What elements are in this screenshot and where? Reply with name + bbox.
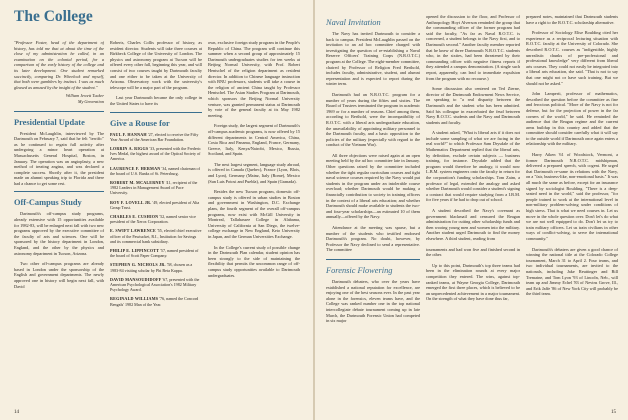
page-title: The College — [14, 8, 93, 25]
left-page — [0, 0, 313, 420]
page-number: 14 — [14, 410, 19, 415]
quote-author: William Jewett Tucker — [65, 93, 104, 99]
paragraph: Dartmouth's off-campus study programs, already extensive with 15 opportunities available for 1982-83, will be enlarged next fall with two new programs approved by the executive committee of the faculty of arts and sciences. One will be sponsored by the history department in London, England, and the other by the physics and astronomy department in Tucson, Arizona. — [14, 211, 104, 256]
award-entry — [110, 248, 202, 258]
paragraph: Dartmouth had an N.R.O.T.C. program for a number of years during the fifties and sixties. The Board of Trustees terminated the program in academic 1969 or for a number of reasons. Chief among them, according to Berthold, were the incompatibility of R.O.T.C. with a liberal arts undergraduate education, the unavailability of appointing military personnel to the Dartmouth faculty, and a basic opposition to the policies of the military (especially with regard to the conduct of the Vietnam War). — [326, 91, 420, 148]
paragraph: prepared notes, maintained that Dartmouth students have a right to the R.O.T.C. scholarship alternative. — [526, 14, 618, 25]
award-text: '33, presented with the Frederic Ives Medal, the highest award of the Optical Society of America. — [110, 145, 201, 162]
award-text: '67, presented with the American Psychological Association's 1982 Military Psychology Award. — [110, 276, 200, 293]
divider — [326, 259, 420, 260]
quote-attribution — [14, 93, 104, 104]
paragraph: A student described the Navy's covenant as government blackmail and censured the Reagan administration for cutting other scholarship funds and then wooing young men and women into the military. Another student urged Dartmouth to find the money elsewhere. A third student, reading from — [426, 208, 520, 241]
paragraph: The Navy has invited Dartmouth to consider a back to campus. President McLaughlin passed on the invitation to an ad hoc committee charged with investigating the question of re-establishing a Naval Reserve Officers' Training Corps (N.R.O.T.C.) program at the College. The eight-member committee, chaired by Professor of Religion Fred Berthold, includes faculty, administrative, student, and alumni representation and is expected to report during the winter term. — [326, 31, 420, 87]
right-column-2 — [426, 14, 520, 408]
right-page — [315, 0, 628, 420]
section-heading-forensic-flowering: Forensic Flowering — [326, 265, 393, 275]
right-column-1 — [326, 14, 420, 408]
page-number: 15 — [611, 410, 616, 415]
award-text: '76, named the Concord Bengals' 1982 Man of the Year. — [110, 296, 199, 307]
award-name: CHARLES E. CUSHION — [110, 213, 159, 219]
award-name: ROY F. LOVELL JR. — [110, 199, 152, 205]
award-entry — [110, 262, 202, 272]
paragraph: Roberts, Charles Collis professor of history, as resident director. Students will take three courses at Birkbeck College of the University of London. The physics and astronomy program at Tucson will be offered every other fall, beginning this year, and will consist of two courses taught by Dartmouth faculty and one either to be taken at the University of Arizona. Observatory work with the university's telescope will be a major part of the program. — [110, 40, 202, 90]
award-entry — [110, 296, 202, 306]
award-text: '41, recipient of the 1982 Leaders in Management Award of Pace University. — [110, 179, 198, 196]
award-entry — [110, 214, 202, 224]
left-column-3 — [208, 40, 300, 408]
paragraph: In the College's current study of possible change in the Dartmouth Plan calendar, student opinion has been strongly to the side of maintaining the flexibility that permits the uncommon range of off-campus study opportunities available to Dartmouth undergraduates. — [208, 244, 300, 278]
award-text: '55, elected chief executive officer of the Pawtucket, R.I., Institution for Savings and its commercial bank subsidiary. — [110, 228, 202, 244]
award-name: ROBERT M. MCALERNEY — [110, 179, 165, 185]
paragraph: All three objections were raised again at an open meeting held by the ad hoc committee late in January. Other questions raised by the committee included whether the tight regular curriculum courses and tight naval science courses required by the Navy would put students in the program under an intolerable course overload; whether Dartmouth would be making a financially contribution to society in training officers in the context of a liberal arts education; and whether Dartmouth should make available to students the two- and four-year scholarships—an estimated 10 of them annually—offered by the Navy. — [326, 152, 420, 220]
award-name: PAUL F. HANNAH — [110, 131, 147, 137]
paragraph: Dartmouth debaters, who over the years have established a national reputation for excellence, are enjoying one of the best seasons ever. In the past year alone in the forensics, eleven teams have, and the College was ranked number one in the top national intercollegiate debate tournament coming up in late March, the Dartmouth Forensic Union had competed in six major — [326, 278, 420, 324]
award-entry — [110, 146, 202, 162]
award-entry — [110, 228, 202, 244]
award-entry — [110, 180, 202, 196]
award-entry — [110, 200, 202, 210]
award-entry — [110, 277, 202, 293]
paragraph: Besides the new Tucson program, domestic off-campus study is offered in urban studies in Boston and government in Washington, D.C. Exchange plans, the fourth segment of the overall off-campus programs, now exist with McGill University in Montreal, Tallahassee College in Alabama, University of California at San Diego, the twelve-college exchange in New England, Keio University in Japan, and the German Universities Exchange. — [208, 189, 300, 239]
divider — [14, 191, 104, 192]
award-text: '27, elected to receive the Fifty Year Award of the American Bar Foundation. — [110, 131, 199, 142]
award-name: DAVID MANSOUDIDOFF — [110, 276, 162, 282]
paragraph: Up to this point, Dartmouth's top three teams had been in the elimination rounds at every major competition they entered. The wins, against top-ranked teams, at Wayne Georgia College, Dartmouth emerged the first three places, which is believed to be an unprecedented achievement in a major tournament. On the strength of what they have done thus far, — [426, 262, 520, 302]
section-heading-give-a-rouse: Give a Rouse for — [110, 118, 170, 128]
award-text: '57, named president of the board of Scott Paper Company. — [110, 247, 199, 259]
award-text: '49, elected president of Alta Group Trust. — [110, 199, 200, 210]
paragraph: Two other off-campus programs are already based in London under the sponsorship of the English and government departments. The newly approved one in history will begin next fall, with David — [14, 261, 104, 289]
divider — [110, 112, 202, 113]
quote-source: My Generation — [77, 98, 104, 104]
left-column-2 — [110, 40, 202, 408]
paragraph: Harry Aiken '61 of Woodstock, Vermont, a former Dartmouth N.R.O.T.C. midshipman, delivered a prepared speech, with cogent. He urged that Dartmouth re-same its relations with the Navy, on a "fair, business-like, non-emotional basis." It was all much the same as before, except for an insurance signed by sociologist Boulding. "There is a deep-seated need in the world," said the professor, "for people trained to work at the international level in non-military problem-solving under conditions of high stress. That is what we need courses in. Let us move in the whole question over. Don't let's do what we are not well equipped to do. Don't let us try to train military officers. Let us train civilians in other ways of conflict-solving, to serve the international community." — [526, 152, 618, 241]
paragraph: Dartmouth's debaters are given a good chance of winning the national title at the Colorado College tournament, March 31 to April 2. Four teams, and two individual tournaments, are invited to the nationals, including Jake Reuttinger and Bill Tremaine, and Tom Lyon '93 of Lincoln, Neb., will team up and Jimmy Echel '83 of Nevins Grove, Ill., and Erik Jaffe '86 of New York City will probably be the third team. — [526, 246, 618, 297]
award-name: REGINALD WILLIAMS — [110, 296, 159, 302]
paragraph: John Lamperti, professor of mathematics, described the question before the committee as fine and ferocious political. "More of the Navy is not for defense, but for the projection of power in the far corners of the world," he said. He reminded the audience that the Reagan regime and the current arms buildup in this country and added that the committee should consider carefully what it will say to the outside world if Dartmouth once again enters a relationship with the military. — [526, 91, 618, 147]
right-column-3 — [526, 14, 618, 408]
paragraph: Some discussion also centered on Ted Zierne, director of the Dartmouth Endowment News Service, on speaking to "a real disparity between the Dartmouth and the student who has been admitted. Said his colleague in exacerbated the feud between Navy R.O.T.C. students and the Navy and Dartmouth students and faculty. — [426, 86, 520, 125]
paragraph: tournaments and had won five and finished second in the other. — [426, 246, 520, 258]
award-name: STEPHEN G. NICHOLS JR. — [110, 262, 166, 268]
paragraph: Foreign study, the largest segment of Dartmouth's off-campus academic programs, is now offered by 15 different departments in Central America, China, Costa Rica and Panama, England, France, Germany, Greece, Italy, Kenya/Nairobi, Mexico, Russia, Scotland, and Spain. — [208, 123, 300, 157]
section-heading-naval-invitation: Naval Invitation — [326, 18, 381, 27]
award-name: LAURENCE F. HERMAN — [110, 165, 161, 171]
paragraph: Last year Dartmouth became the only college in the United States to have its — [110, 95, 202, 106]
award-name: E. SWIFT LAWRENCE — [110, 228, 156, 234]
award-entry — [110, 166, 202, 176]
award-text: '58, chosen as a 1983-84 visiting scholar by Phi Beta Kappa. — [110, 262, 193, 273]
section-heading-presidential-update: Presidential Update — [14, 117, 85, 127]
award-name: LORRIN A. RIGGS — [110, 145, 149, 151]
award-entry — [110, 132, 202, 142]
paragraph: President McLaughlin, interviewed by The Dartmouth on February 7, said that he felt "terrific" as he continued to regain full activity after undergoing a minor heart operation at Massachusetts General Hospital, Boston, in January. The operation was an angioplasty, a new method of treating angina, and was declared a complete success. Shortly after it, the president made an alumni speaking trip to Florida and there had a chance to get some rest. — [14, 130, 104, 186]
award-text: '52, named senior vice president of the Xerox Corporation. — [110, 213, 197, 225]
award-name: PHILIP E. LIPPINCOTT — [110, 247, 160, 253]
paragraph: Professor of Sociology Elise Boulding cited her experience as a reciprocal lecturing situation with R.O.T.C. faculty at the University of Colorado. She described R.O.T.C. courses as "indigestible, highly unrealistic chunks of pre-professional and professional knowledge" very different from liberal arts courses. They could not easily be integrated into a liberal arts education, she said. "That is not to say that one might not or have such training. But we should not be asked." — [526, 30, 618, 86]
paragraph: Attendance at the meeting was sparse, but a number of the students who testified endorsed Dartmouth's program. No doubt, however, by Professor the Navy declined to send a representative. The committee — [326, 225, 420, 253]
intro-quote: "Professor Foster, head of the department of history, has told me that at about the time of the close of my administration he called, in an examination on the colonial period, for a comparison of the early history of the college and its later development. One student remarked succinctly, comparing Dr. Wheelock and myself, that both were gamblers by instinct. I was as much gleased as amused by the insight of the student." — [14, 40, 104, 90]
paragraph: opened the discussion to the floor, and Professor of Anthropology Hoyt Alverson reminded the group that the commanding officer of the former program had said the faculty, "As far as Naval R.O.T.C. is concerned, a student belongs to the Navy first, and to Dartmouth second." Another faculty member reported that he knew of three Dartmouth N.R.O.T.C. students who, in the sixties, had been threatened by their commanding officer with negative fitness reports if they attended a campus demonstration. (A single such report, apparently, can lead to immediate expulsion from the program with no recourse.) — [426, 14, 520, 81]
award-text: '34, named chairman of the board of U.S. Banks of St. Petersburg. — [110, 165, 200, 176]
left-column-1 — [14, 40, 104, 408]
award-list — [110, 132, 202, 307]
paragraph: own, exclusive foreign study program in the People's Republic of China. The program will continue this summer when a second group of approximately 15 Dartmouth undergraduates studies for ten weeks at Beijing Normal University, with Prof. Robert Hentschel of the religion department as resident director. In addition to Chinese language instruction with BNU professors, students will take a course in the religion of ancient China taught by Professor Hentschel. The Asian Studies Program at Dartmouth, which sponsors the Beijing Normal University venture, was granted permanent status at Dartmouth by vote of the general faculty at its May 1982 meeting. — [208, 40, 300, 118]
divider — [14, 111, 104, 112]
paragraph: The next largest segment, language study abroad, is offered in Canada (Quebec), France (Lyon, Blois, and Lyon), Germany (Mainz, Italy (Rome), Mexico (San Luis Potosi and Puebla), and Spain (Granada). — [208, 161, 300, 184]
paragraph: A student asked, "What is liberal arts if it does not include some sampling of what we are facing in the real world?" to which Professor Sam Drysdale of the Mathematics Department replied that the liberal arts, by definition, exclude certain subjects — business training, for instance. Drysdale added that the program would therefore be analogy, it would now L.B.M. system engineers onto the faculty in return for the corporation's funding scholarships. Tom Zaim, a professor of legal, extended the analogy and asked whether Dartmouth would consider a student's signing a contract that would require studying from a I.B.M. for five years if he had to drop out of school. — [426, 130, 520, 203]
section-heading-off-campus-study: Off-Campus Study — [14, 198, 82, 208]
